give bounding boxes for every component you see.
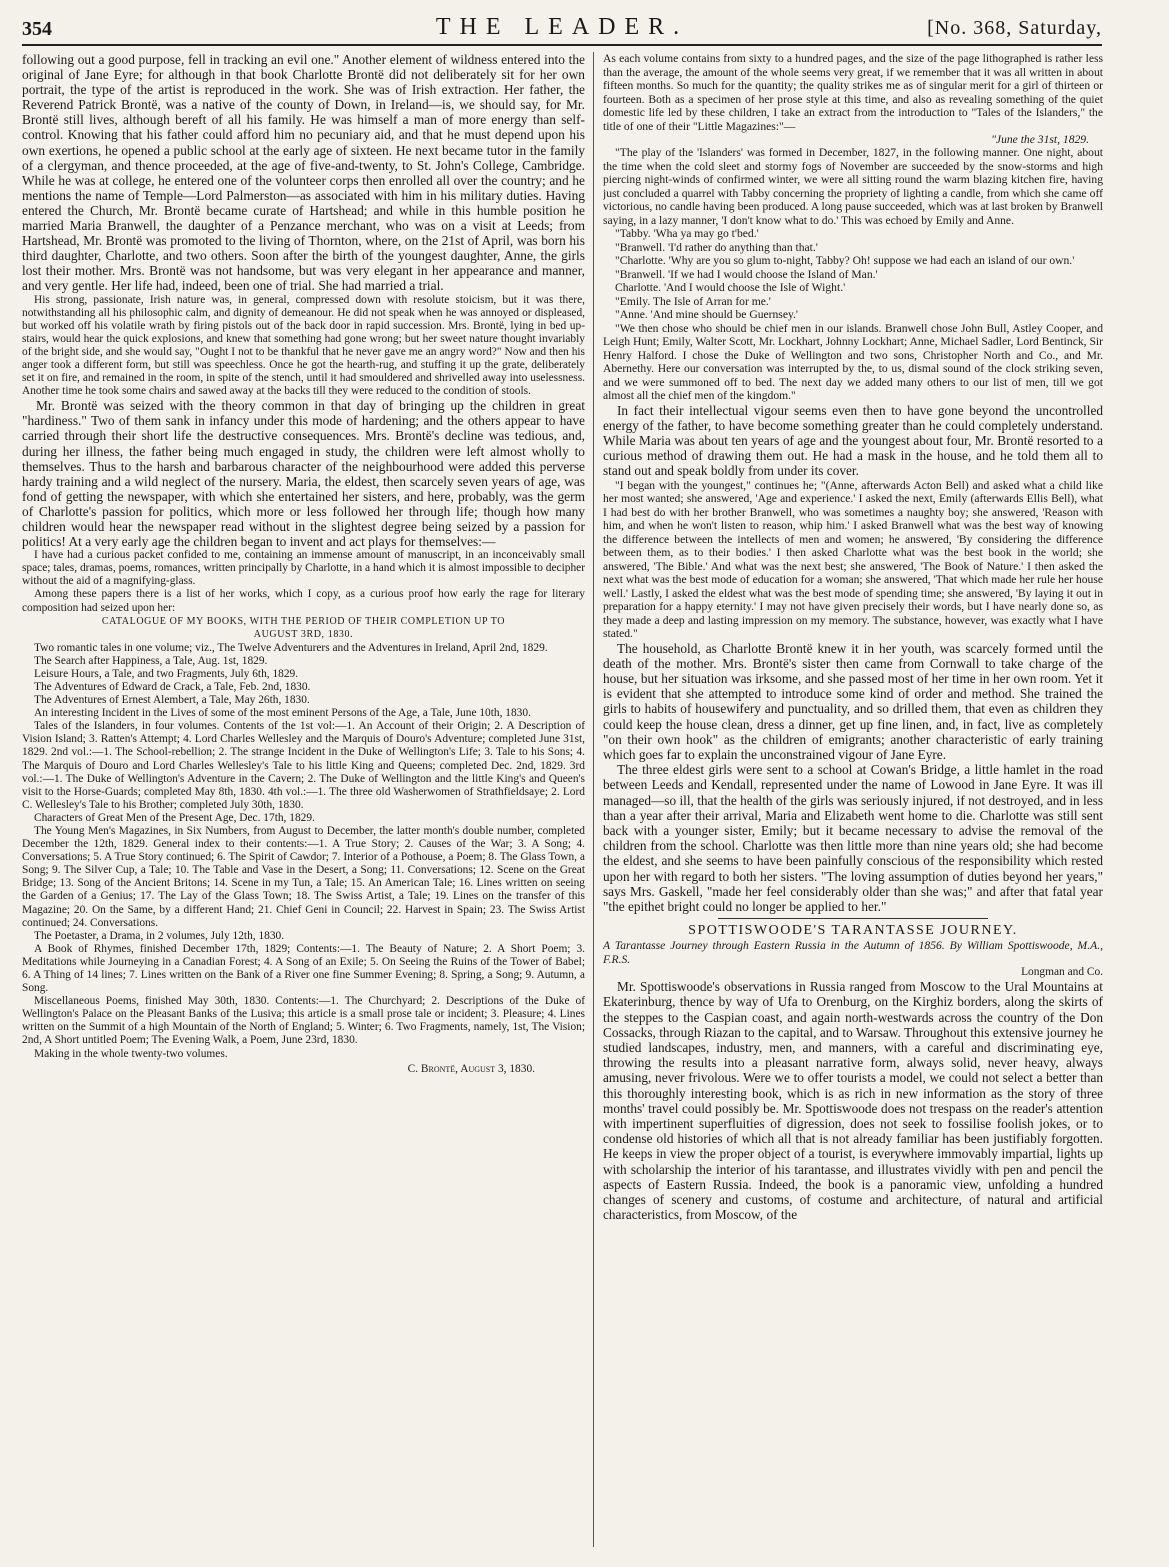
section-rule [718, 918, 988, 919]
catalogue-heading: CATALOGUE OF MY BOOKS, WITH THE PERIOD OF THEIR COMPLETION UP TO [101, 615, 506, 627]
catalogue-entry: The Young Men's Magazines, in Six Numbers, from August to December, the latter month's double number, completed December the 12th, 1829. General index to their contents:—1. A True Story; 2. Causes of the War; 3. A Song; 4. Conversations; 5. A True Story continued; 6. The Spirit of Cawdor; 7. Interior of a Pothouse, a Poem; 8. The Glass Town, a Song; 9. The Silver Cup, a Tale; 10. The Table and Vase in the Desert, a Song; 11. Conversations; 12. Scene on the Great Bridge; 13. Song of the Ancient Britons; 14. Scene in my Tun, a Tale; 15. An American Tale; 16. Lines written on seeing the Garden of a Genius; 17. The Lay of the Glass Town; 18. The Swiss Artist, a Tale; 19. Lines on the transfer of this Magazine; 20. On the Same, by a different Hand; 21. Chief Geni in Council; 22. Harvest in Spain; 23. The Swiss Artist continued; 24. Conversations. [22, 824, 585, 929]
dialogue-line: "Charlotte. 'Why are you so glum to-night, Tabby? Oh! suppose we had each an island of our own.' [615, 254, 1075, 267]
catalogue-entry: Miscellaneous Poems, finished May 30th, 1830. Contents:—1. The Churchyard; 2. Descriptions of the Duke of Wellington's Palace on the Pleasant Banks of the Lusiva; this article is a small prose tale or incident; 3. Pleasure; 4. Lines written on the Summit of a high Mountain of the North of England; 5. Winter; 6. Two Fragments, namely, 1st, The Vision; 2nd, A Short untitled Poem; The Evening Walk, a Poem, June 23rd, 1830. [22, 995, 585, 1047]
article-paragraph: In fact their intellectual vigour seems even then to have gone beyond the uncontrolled energy of the father, to have become something greater than he could completely understand. While Maria was about ten years of age and the youngest about four, Mr. Brontë resorted to a curious method of drawing them out. He had a mask in the house, and he told them all to stand out and speak boldly from under its cover. [603, 402, 1103, 479]
dialogue-line: "Branwell. 'I'd rather do anything than that.' [615, 240, 818, 254]
catalogue-entry: Characters of Great Men of the Present Age, Dec. 17th, 1829. [34, 811, 315, 824]
quoted-paragraph: I have had a curious packet confided to me, containing an immense amount of manuscript, in an inconceivably small space; tales, dramas, poems, romances, written principally by Charlotte, in a hand which it is almost impossible to decipher without the aid of a magnifying-glass. [22, 549, 585, 588]
masthead-title: THE LEADER. [435, 14, 689, 40]
article-paragraph: following out a good purpose, fell in tracking an evil one." Another element of wildness entered into the original of Jane Eyre; for although in that book Charlotte Brontë did not deliberately sit for her own portrait, the type of the artist is reproduced in the work. She was of Irish extraction. Her father, the Reverend Patrick Brontë, was a native of the county of Down, in Ireland—is, we should say, for Mr. Brontë still lives, although bereft of all his family. He was himself a man of more energy than self-control. Knowing that his father could afford him no pecuniary aid, and that he must depend upon his own exertions, he opened a public school at the early age of sixteen. He next became tutor in the family of a clergyman, and thence proceeded, at the age of five-and-twenty, to St. John's College, Cambridge. While he was at college, he entered one of the volunteer corps then enrolled all over the country; and he mentions the name of Temple—Lord Palmerston—as associated with him in his military duties. Having entered the Church, Mr. Brontë became curate of Hartshead; and while in this humble position he married Maria Branwell, the daughter of a Penzance merchant, who was on a visit at Leeds; from Hartshead, Mr. Brontë was promoted to the living of Thornton, where, on the 21st of April, was born his third daughter, Charlotte, and two others. Soon after the birth of the youngest daughter, Anne, the girls lost their mother. Mrs. Brontë was not handsome, but was very elegant in her appearance and manner, and very gentle. Her life had, indeed, been one of trial. She had married a trial. [22, 52, 585, 294]
issue-label: [No. 368, Saturday, [927, 17, 1102, 39]
dialogue-line: "Tabby. 'Wha ya may go t'bed.' [615, 227, 759, 240]
catalogue-entry: Two romantic tales in one volume; viz., The Twelve Adventurers and the Adventures in Ireland, April 2nd, 1829. [34, 641, 548, 654]
dialogue-line: "Emily. The Isle of Arran for me.' [615, 294, 771, 308]
article-paragraph: Mr. Spottiswoode's observations in Russia ranged from Moscow to the Ural Mountains at Ekaterinburg, thence by way of Ufa to Orenburg, on the Kirghiz borders, along the skirts of the steppes to the Caspian coast, and again north-westwards across the country of the Don Cossacks, through Riazan to the capital, and to Warsaw. Throughout this extensive journey he studied landscapes, industry, men, and manners, with a careful and discriminating eye, throwing the results into a pleasant narrative form, always solid, never heavy, always amusing, never frivolous. Were we to offer tourists a model, we could not select a better than this thoroughly interesting book, which is as rich in new information as the story of three months' travel could possibly be. Mr. Spottiswoode does not trespass on the reader's attention with impertinent superfluities of digression, does not seek to fossilise foolish jokes, or to condense old histories of which all that is not already familiar has been justifiably forgotten. He keeps in view the proper object of a tourist, is everywhere immovably impartial, lights up with scholarship the interior of his tarantasse, and illustrates vividly with pen and pencil the aspects of Eastern Russia. Indeed, the book is a panoramic view, unfolding a hundred changes of scenery and customs, of costume and architecture, of natural and artificial characteristics, from Moscow, of the [603, 979, 1103, 1223]
quoted-paragraph: "We then chose who should be chief men in our islands. Branwell chose John Bull, Astley Cooper, and Leigh Hunt; Emily, Walter Scott, Mr. Lockhart, Johnny Lockhart; Anne, Michael Sadler, Lord Bentinck, Sir Henry Halford. I chose the Duke of Wellington and two sons, Christopher North and Co., and Mr. Abernethy. Here our conversation was interrupted by the, to us, dismal sound of the clock striking seven, and we were summoned off to bed. The next day we added many others to our list of men, till we got almost all the chief men of the kingdom." [603, 321, 1103, 402]
catalogue-entry: Making in the whole twenty-two volumes. [34, 1047, 228, 1060]
quoted-paragraph: "The play of the 'Islanders' was formed in December, 1827, in the following manner. One night, about the time when the cold sleet and stormy fogs of November are succeeded by the snow-storms and high piercing night-winds of confirmed winter, we were all sitting round the warm blazing kitchen fire, having just concluded a quarrel with Tabby concerning the propriety of lighting a candle, from which she came off victorious, no candle having been produced. A long pause succeeded, which was at last broken by Branwell saying, in a lazy manner, 'I don't know what to do.' This was echoed by Emily and Anne. [603, 146, 1103, 227]
catalogue-heading-date: AUGUST 3RD, 1830. [253, 628, 354, 640]
quoted-paragraph: "I began with the youngest," continues he; "(Anne, afterwards Acton Bell) and asked what a child like her most wanted; she answered, 'Age and experience.' I asked the next, Emily (afterwards Ellis Bell), what I had best do with her brother Branwell, who was sometimes a naughty boy; she answered, 'Reason with him, and when he won't listen to reason, whip him.' I asked Branwell what was the best way of knowing the difference between the intellects of men and women; he answered, 'By considering the difference between them, as to their bodies.' I then asked Charlotte what was the best book in the world; she answered, 'The Bible.' And what was the next best; she answered, 'The Book of Nature.' I then asked the next what was the best mode of education for a woman; she answered, 'That which made her rule her house well.' Lastly, I asked the eldest what was the best mode of spending time; she answered, 'By laying it out in preparation for a happy eternity.' I may not have given precisely their words, but I have nearly done so, as they made a deep and lasting impression on my memory. The substance, however, was exactly what I have stated." [603, 478, 1103, 641]
column-left [22, 52, 585, 1547]
page-number: 354 [22, 18, 52, 40]
catalogue-entry: A Book of Rhymes, finished December 17th, 1829; Contents:—1. The Beauty of Nature; 2. A Short Poem; 3. Meditations while Journeying in a Canadian Forest; 4. A Song of an Exile; 5. On Seeing the Ruins of the Tower of Babel; 6. A Thing of 14 lines; 7. Lines written on the Bank of a River one fine Summer Evening; 8. Spring, a Song; 9. Autumn, a Song. [22, 942, 585, 995]
catalogue-entry: The Poetaster, a Drama, in 2 volumes, July 12th, 1830. [34, 929, 285, 942]
quoted-paragraph: As each volume contains from sixty to a hundred pages, and the size of the page lithographed is rather less than the average, the amount of the whole seems very great, if we remember that it was all written in about fifteen months. So much for the quantity; the quality strikes me as of singular merit for a girl of thirteen or fourteen. Both as a specimen of her prose style at this time, and also as revealing something of the quiet domestic life led by these children, I take an extract from the introduction to "Tales of the Islanders," the title of one of their "Little Magazines:"— [603, 52, 1103, 133]
quoted-paragraph: Among these papers there is a list of her works, which I copy, as a curious proof how early the rage for literary composition had seized upon her: [22, 588, 585, 614]
column-right [603, 52, 1103, 1547]
dialogue-line: "Anne. 'And mine should be Guernsey.' [615, 308, 798, 321]
header-rule [22, 44, 1102, 46]
dialogue-line: "Branwell. 'If we had I would choose the Island of Man.' [615, 267, 878, 281]
dialogue-line: Charlotte. 'And I would choose the Isle of Wight.' [615, 281, 846, 294]
catalogue-entry: The Search after Happiness, a Tale, Aug. 1st, 1829. [34, 654, 268, 667]
signature: C. Brontë, August 3, 1830. [407, 1062, 535, 1075]
catalogue-entry: Tales of the Islanders, in four volumes. Contents of the 1st vol:—1. An Account of their Origin; 2. A Description of Vision Island; 3. Ratten's Attempt; 4. Lord Charles Wellesley and the Marquis of Douro's Adventure; completed June 31st, 1829. 2nd vol.:—1. The School-rebellion; 2. The strange Incident in the Duke of Wellington's Life; 3. Tale to his Sons; 4. The Marquis of Douro and Lord Charles Wellesley's Tale to his little King and Queens; completed Dec. 2nd, 1829. 3rd vol.:—1. The Duke of Wellington's Adventure in the Cavern; 2. The Duke of Wellington and the little King's and Queen's visit to the Horse-Guards; completed May 8th, 1830. 4th vol.:—1. The three old Washerwomen of Strathfieldsaye; 2. Lord C. Wellesley's Tale to his Brother; completed July 30th, 1830. [22, 720, 585, 811]
quoted-paragraph: His strong, passionate, Irish nature was, in general, compressed down with resolute stoicism, but it was there, notwithstanding all his philosophic calm, and dignity of demeanour. He did not speak when he was annoyed or displeased, but worked off his volatile wrath by firing pistols out of the back door in rapid succession. Mrs. Brontë, lying in bed up-stairs, would hear the quick explosions, and knew that something had gone wrong; but her sweet nature thought invariably of the bright side, and she would say, "Ought I not to be thankful that he never gave me an angry word?" Now and then his anger took a different form, but still was speechless. Once he got the hearth-rug, and stuffing it up the grate, deliberately set it on fire, and remained in the room, in spite of the stench, until it had smouldered and shrivelled away into uselessness. Another time he took some chairs and sawed away at the backs till they were reduced to the condition of stools. [22, 293, 585, 398]
column-divider [593, 52, 594, 1547]
review-publisher-line [603, 966, 1103, 979]
catalogue-entry: The Adventures of Ernest Alembert, a Tale, May 26th, 1830. [34, 694, 310, 707]
review-publisher: Longman and Co. [1021, 966, 1103, 979]
review-heading: SPOTTISWOODE'S TARANTASSE JOURNEY. [688, 923, 1018, 939]
review-subtitle: A Tarantasse Journey through Eastern Russia in the Autumn of 1856. By William Spottiswoode, M.A., F.R.S. [603, 939, 1103, 966]
catalogue-entry: Leisure Hours, a Tale, and two Fragments, July 6th, 1829. [34, 667, 299, 680]
quoted-date: "June the 31st, 1829. [991, 133, 1089, 146]
page-header [22, 14, 1102, 44]
catalogue-entry: An interesting Incident in the Lives of some of the most eminent Persons of the Age, a Tale, June 10th, 1830. [34, 707, 531, 720]
catalogue-entry: The Adventures of Edward de Crack, a Tale, Feb. 2nd, 1830. [34, 680, 311, 693]
article-paragraph: The three eldest girls were sent to a school at Cowan's Bridge, a little hamlet in the road between Leeds and Kendall, represented under the name of Lowood in Jane Eyre. It was ill managed—so ill, that the health of the girls was seriously injured, if not destroyed, and in less than a year after their arrival, Maria and Elizabeth went home to die. Charlotte was still sent back with a younger sister, Emily; but it became necessary to advise the removal of the children from the school. Charlotte was then little more than nine years old; she had become the eldest, and she seems to have been painfully conscious of the responsibility which rested upon her with regard to both her sisters. "The loving assumption of duties beyond her years," says Mrs. Gaskell, "made her feel considerably older than she was;" and after that fatal year "the epithet bright could no longer be applied to her." [603, 762, 1103, 914]
article-paragraph: The household, as Charlotte Brontë knew it in her youth, was scarcely formed until the death of the mother. Mrs. Brontë's sister then came from Cornwall to take charge of the house, but her situation was irksome, and she passed most of her time in her own room. Yet it is evident that she attempted to introduce some kind of order and method. She trained the girls to habits of housewifery and punctuality, and so drilled them, that even as children they could keep the house clean, dress a dinner, get up fine linen, and, in fact, live as completely "on their own hook" as the children of emigrants; another characteristic of early training which goes far to explain the unconstrained vigour of Jane Eyre. [603, 640, 1103, 762]
article-paragraph: Mr. Brontë was seized with the theory common in that day of bringing up the children in great "hardiness." Two of them sank in infancy under this mode of hardening; and the others appear to have carried through their short life the destructive consequences. Mrs. Brontë's decline was tedious, and, during her illness, the father being much engaged in study, the children were left almost wholly to themselves. Thus to the harsh and barbarous character of the neighbourhood were added this perverse hardy training and a wild neglect of the nursery. Maria, the eldest, then scarcely seven years of age, was fond of getting the newspaper, with which she entertained her sisters, and here, probably, was the germ of Charlotte's passion for politics, which more or less followed her through life; though how many children would hear the newspaper read without in the slightest degree being seized by a passion for politics! At a very early age the children began to invent and act plays for themselves:— [22, 398, 585, 550]
